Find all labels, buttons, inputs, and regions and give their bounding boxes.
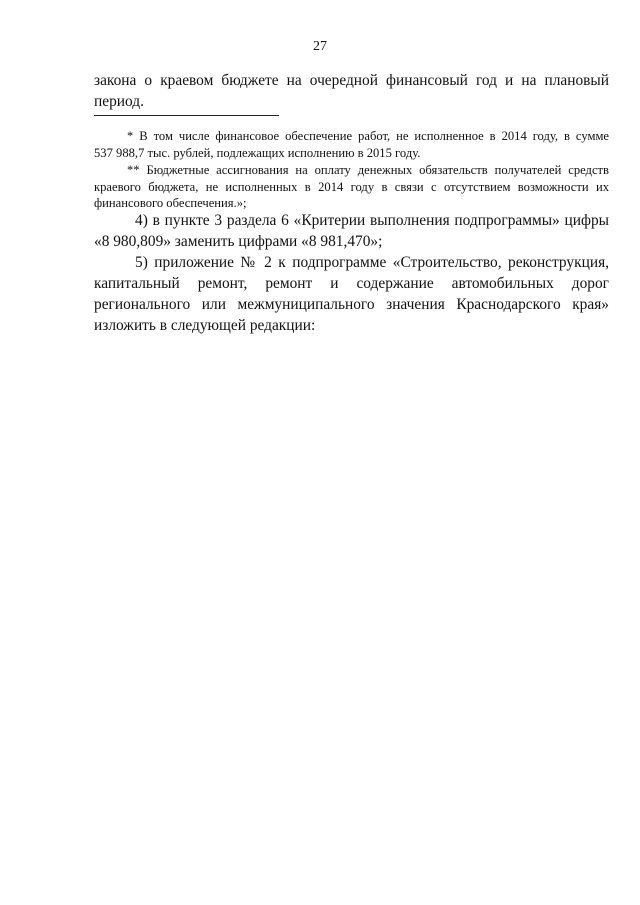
item-5-line-1: 5) приложение № 2 к подпрограмме «Строительство, реконструкция, [135,254,609,271]
continuation-line-2: период. [94,93,144,110]
item-5-line-2: капитальный ремонт, ремонт и содержание автомобильных дорог [94,275,609,292]
footnote-1-line-2: 537 988,7 тыс. рублей, подлежащих исполнению в 2015 году. [94,145,421,160]
item-5-line-4: изложить в следующей редакции: [94,317,316,334]
footnote-single-asterisk [94,128,609,161]
footnote-double-asterisk [94,162,609,212]
footnote-separator [94,115,279,116]
page-number: 27 [313,39,327,54]
footnote-2-line-3: финансового обеспечения.»; [94,196,247,210]
footnote-1-line-1: * В том числе финансовое обеспечение работ, не исполненное в 2014 году, в сумме [127,129,609,143]
item-4-paragraph [94,210,609,252]
footnote-2-line-2: краевого бюджета, не исполненных в 2014 году в связи с отсутствием возможности их [94,179,609,194]
item-4-line-2: «8 980,809» заменить цифрами «8 981,470»; [94,233,383,250]
item-5-paragraph [94,252,609,336]
continuation-line-1: закона о краевом бюджете на очередной финансовый год и на плановый [94,72,609,89]
item-4-line-1: 4) в пункте 3 раздела 6 «Критерии выполнения подпрограммы» цифры [135,212,609,229]
item-5-line-3: регионального или межмуниципального значения Краснодарского края» [94,296,609,313]
footnote-2-line-1: ** Бюджетные ассигнования на оплату денежных обязательств получателей средств [127,163,609,177]
continuation-paragraph [94,70,609,112]
